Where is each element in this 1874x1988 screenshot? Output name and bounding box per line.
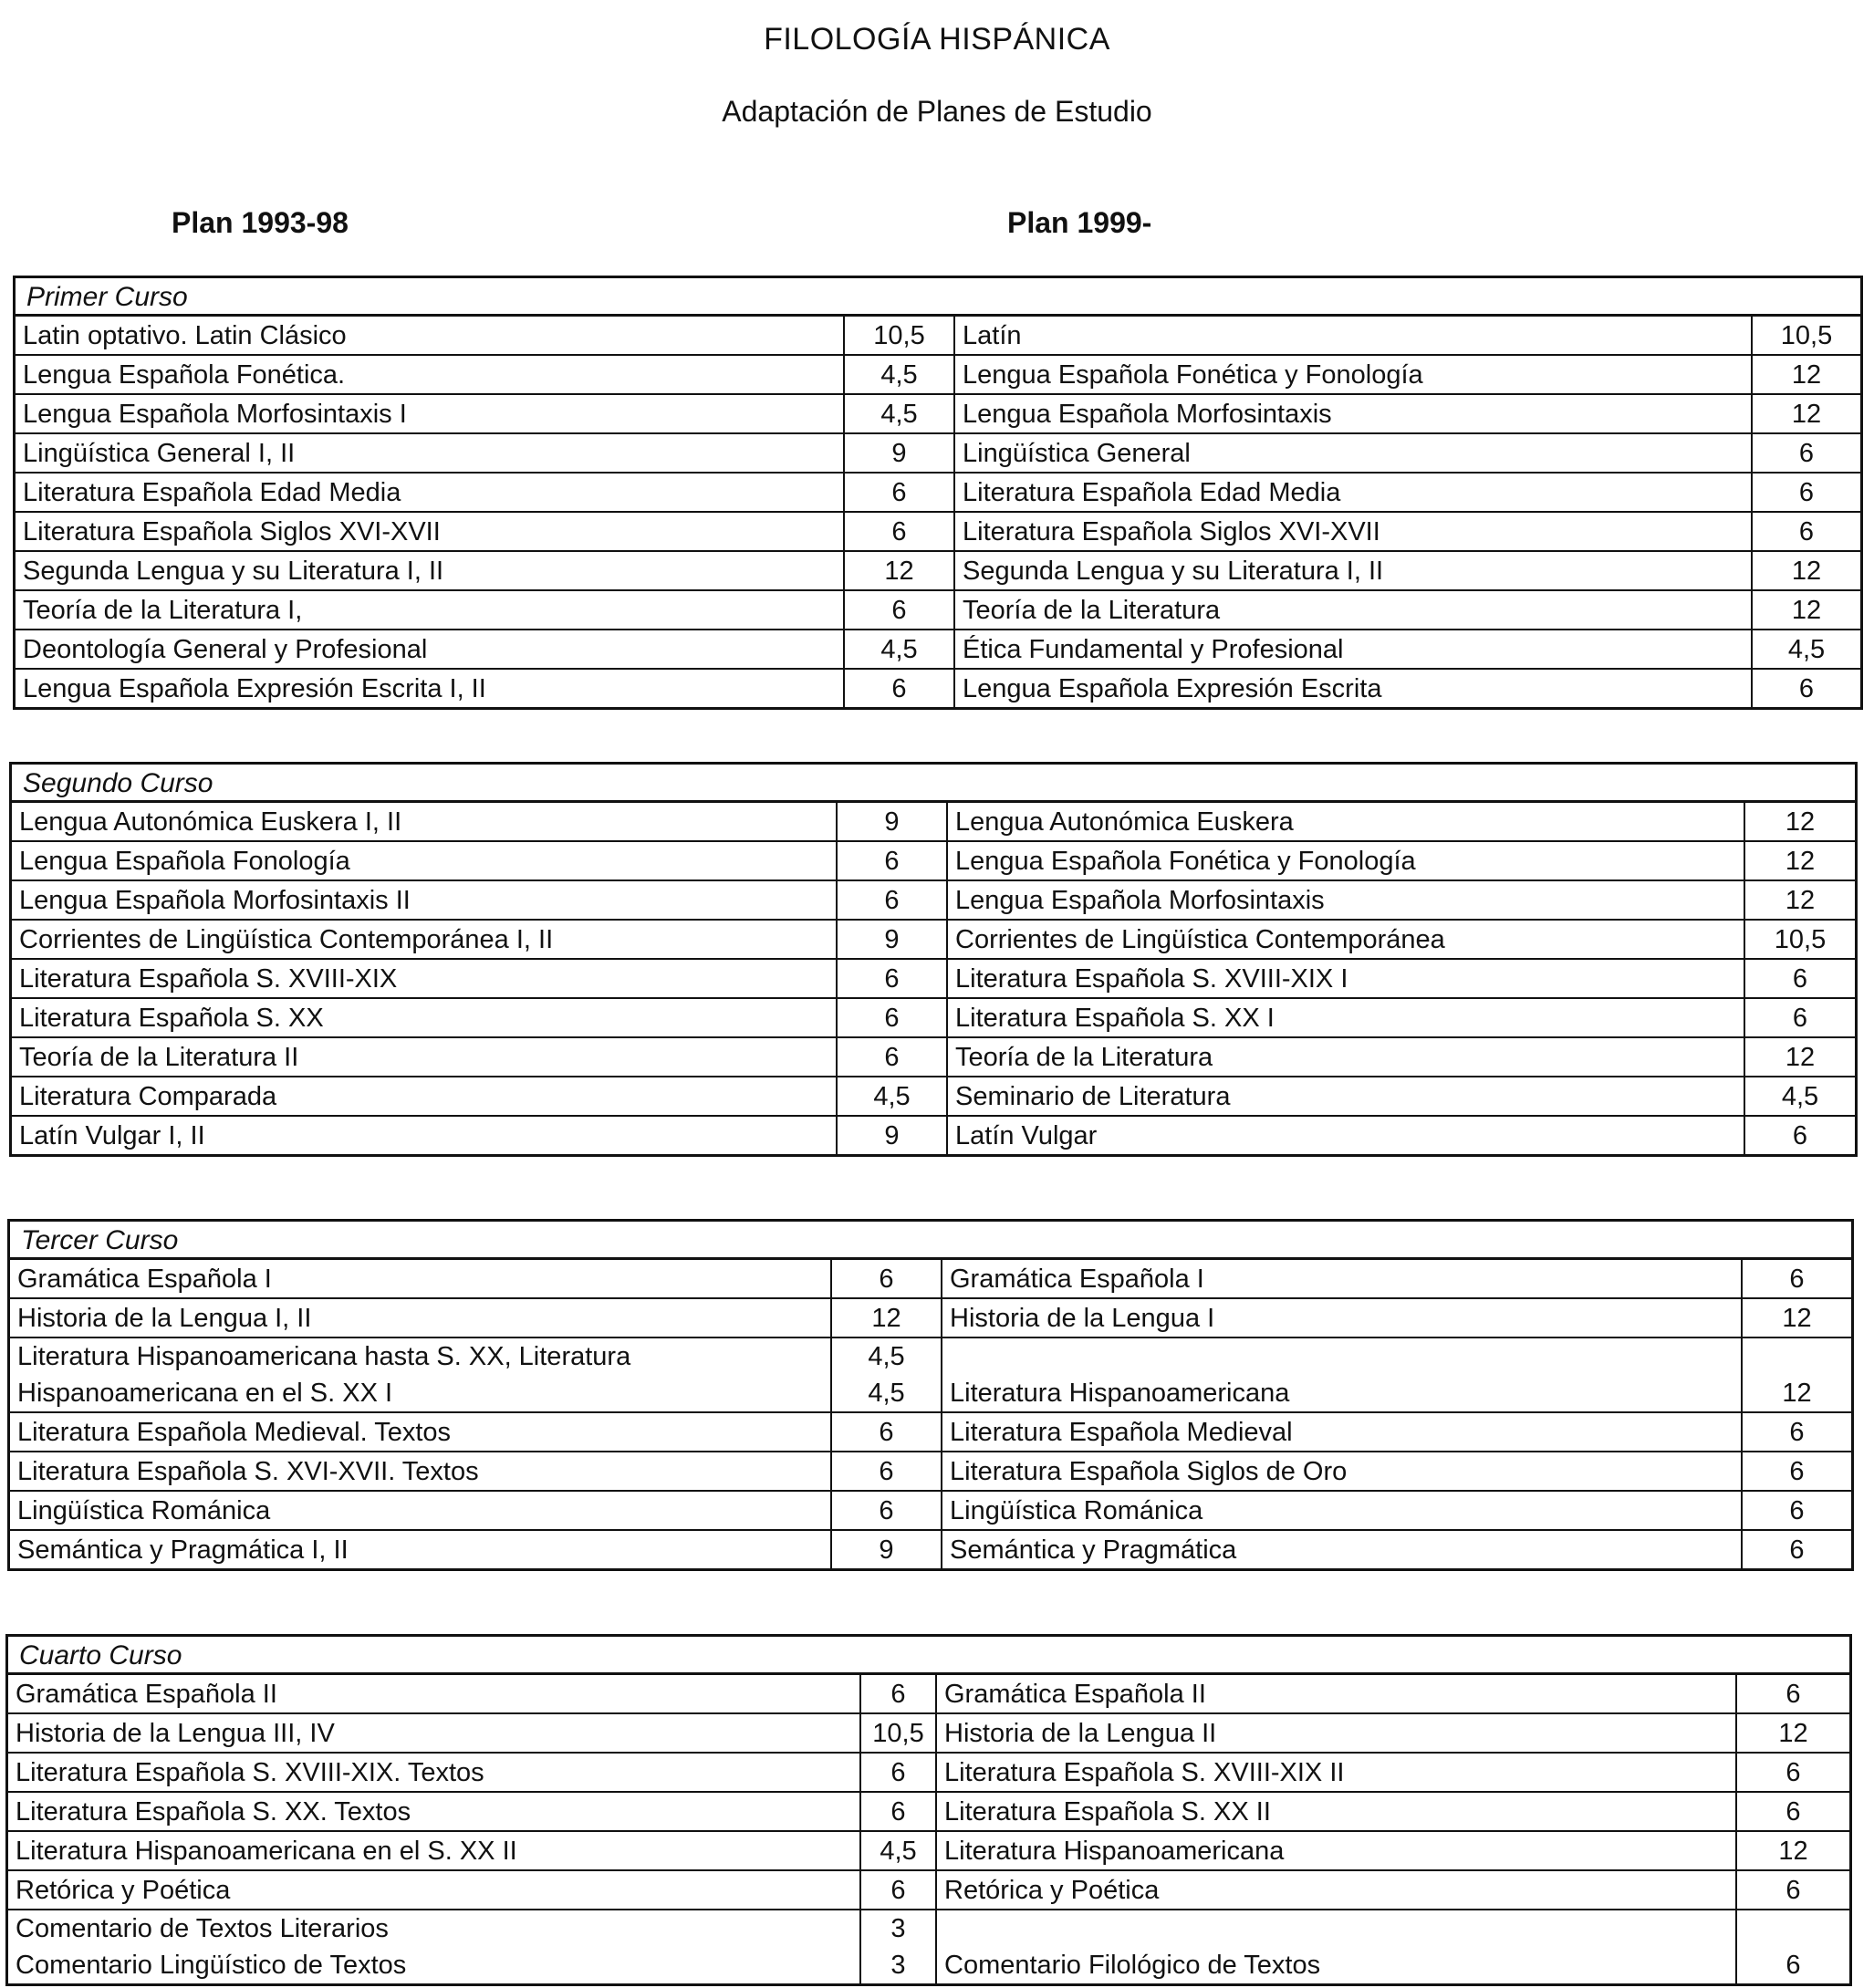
new-subject: Corrientes de Lingüística Contemporánea (947, 920, 1744, 959)
old-subject (10, 1337, 831, 1412)
new-credits: 10,5 (1744, 920, 1855, 959)
old-credits: 12 (831, 1298, 942, 1337)
table-row (16, 630, 1860, 669)
old-subject: Teoría de la Literatura II (12, 1037, 837, 1077)
old-credits: 6 (831, 1491, 942, 1530)
table-row (12, 841, 1855, 880)
new-credits: 6 (1752, 473, 1860, 512)
new-credits: 6 (1742, 1491, 1851, 1530)
old-subject: Latin optativo. Latin Clásico (16, 317, 844, 355)
old-subject: Lengua Española Fonética. (16, 355, 844, 394)
old-credits: 6 (860, 1870, 936, 1910)
table-row (10, 1412, 1851, 1452)
course-rows (12, 803, 1855, 1154)
old-subject: Literatura Española S. XVIII-XIX (12, 959, 837, 998)
old-credits: 9 (837, 920, 947, 959)
old-subject: Historia de la Lengua I, II (10, 1298, 831, 1337)
old-subject: Teoría de la Literatura I, (16, 590, 844, 630)
old-subject: Historia de la Lengua III, IV (8, 1713, 860, 1753)
old-credits: 12 (844, 551, 954, 590)
table-row (16, 669, 1860, 707)
new-credits: 6 (1742, 1452, 1851, 1491)
old-subject: Literatura Española S. XX. Textos (8, 1792, 860, 1831)
new-subject: Lengua Autonómica Euskera (947, 803, 1744, 841)
new-credits: 12 (1752, 590, 1860, 630)
old-credits: 6 (831, 1412, 942, 1452)
old-credits: 4,5 (844, 355, 954, 394)
old-subject (8, 1910, 860, 1983)
new-subject: Literatura Española S. XVIII-XIX I (947, 959, 1744, 998)
old-subject: Retórica y Poética (8, 1870, 860, 1910)
old-credits: 6 (860, 1792, 936, 1831)
new-subject: Latín (954, 317, 1752, 355)
new-credits: 12 (1752, 551, 1860, 590)
table-row (16, 355, 1860, 394)
document-title: FILOLOGÍA HISPÁNICA (764, 22, 1110, 57)
new-credits: 6 (1736, 1753, 1849, 1792)
new-credits: 12 (1744, 880, 1855, 920)
old-credits: 6 (844, 512, 954, 551)
old-credits: 6 (844, 590, 954, 630)
old-subject: Latín Vulgar I, II (12, 1116, 837, 1154)
old-credits (860, 1910, 936, 1983)
new-subject: Gramática Española I (942, 1260, 1742, 1298)
new-subject: Lingüística General (954, 433, 1752, 473)
table-row (16, 473, 1860, 512)
old-subject: Lingüística General I, II (16, 433, 844, 473)
course-table-segundo (9, 762, 1858, 1157)
new-subject: Literatura Española Siglos XVI-XVII (954, 512, 1752, 551)
old-subject: Literatura Española S. XX (12, 998, 837, 1037)
old-credits: 6 (844, 473, 954, 512)
course-rows (10, 1260, 1851, 1568)
old-credits: 9 (831, 1530, 942, 1568)
new-subject: Gramática Española II (936, 1675, 1736, 1713)
new-credits: 6 (1742, 1260, 1851, 1298)
old-credits: 9 (837, 1116, 947, 1154)
table-row (8, 1831, 1849, 1870)
old-subject-line-1: Comentario de Textos Literarios (16, 1914, 389, 1943)
old-subject: Literatura Española Medieval. Textos (10, 1412, 831, 1452)
old-subject: Semántica y Pragmática I, II (10, 1530, 831, 1568)
plan-new-label: Plan 1999- (1007, 206, 1152, 239)
new-credits: 6 (1752, 433, 1860, 473)
old-subject: Literatura Española S. XVIII-XIX. Textos (8, 1753, 860, 1792)
old-credits: 6 (837, 841, 947, 880)
new-credits: 6 (1752, 669, 1860, 707)
table-row (12, 998, 1855, 1037)
new-credits: 6 (1736, 1870, 1849, 1910)
table-row (8, 1910, 1849, 1983)
new-subject: Lengua Española Fonética y Fonología (947, 841, 1744, 880)
new-credits: 12 (1744, 1037, 1855, 1077)
new-credits: 12 (1736, 1831, 1849, 1870)
new-subject: Lengua Española Fonética y Fonología (954, 355, 1752, 394)
table-row (12, 1037, 1855, 1077)
table-row (16, 551, 1860, 590)
document-subtitle: Adaptación de Planes de Estudio (722, 95, 1152, 128)
new-credits: 6 (1736, 1910, 1849, 1983)
new-credits: 4,5 (1744, 1077, 1855, 1116)
old-credits: 6 (860, 1753, 936, 1792)
old-credits: 6 (831, 1452, 942, 1491)
old-subject: Lingüística Románica (10, 1491, 831, 1530)
old-credits-line-2: 4,5 (868, 1379, 905, 1408)
new-subject: Lengua Española Expresión Escrita (954, 669, 1752, 707)
new-subject: Literatura Hispanoamericana (942, 1337, 1742, 1412)
table-row (12, 920, 1855, 959)
course-title: Segundo Curso (12, 765, 1855, 803)
new-credits: 12 (1752, 394, 1860, 433)
new-credits: 12 (1742, 1337, 1851, 1412)
table-row (12, 959, 1855, 998)
new-subject: Segunda Lengua y su Literatura I, II (954, 551, 1752, 590)
table-row (12, 803, 1855, 841)
new-credits: 6 (1742, 1412, 1851, 1452)
new-credits: 4,5 (1752, 630, 1860, 669)
old-credits: 6 (831, 1260, 942, 1298)
old-subject: Literatura Española Siglos XVI-XVII (16, 512, 844, 551)
new-subject: Semántica y Pragmática (942, 1530, 1742, 1568)
old-credits: 9 (844, 433, 954, 473)
old-credits-line-2: 3 (890, 1951, 906, 1980)
old-subject: Lengua Española Expresión Escrita I, II (16, 669, 844, 707)
new-credits: 12 (1744, 803, 1855, 841)
new-credits: 6 (1744, 998, 1855, 1037)
old-subject: Lengua Española Morfosintaxis I (16, 394, 844, 433)
new-subject: Literatura Española S. XVIII-XIX II (936, 1753, 1736, 1792)
old-subject: Lengua Española Fonología (12, 841, 837, 880)
old-credits: 6 (837, 880, 947, 920)
new-credits: 6 (1744, 959, 1855, 998)
table-row (10, 1530, 1851, 1568)
table-row (8, 1753, 1849, 1792)
new-subject: Literatura Española S. XX I (947, 998, 1744, 1037)
old-subject-line-2: Hispanoamericana en el S. XX I (17, 1379, 393, 1408)
course-title: Primer Curso (16, 278, 1860, 317)
old-credits: 4,5 (844, 394, 954, 433)
old-credits: 10,5 (860, 1713, 936, 1753)
new-subject: Lingüística Románica (942, 1491, 1742, 1530)
new-credits: 10,5 (1752, 317, 1860, 355)
new-subject: Seminario de Literatura (947, 1077, 1744, 1116)
new-subject: Literatura Española Edad Media (954, 473, 1752, 512)
table-row (10, 1298, 1851, 1337)
table-row (12, 880, 1855, 920)
new-credits: 6 (1736, 1792, 1849, 1831)
old-credits: 6 (837, 1037, 947, 1077)
new-credits: 12 (1742, 1298, 1851, 1337)
new-subject: Retórica y Poética (936, 1870, 1736, 1910)
new-credits: 6 (1736, 1675, 1849, 1713)
old-subject: Gramática Española II (8, 1675, 860, 1713)
old-credits: 6 (860, 1675, 936, 1713)
old-subject: Deontología General y Profesional (16, 630, 844, 669)
new-subject: Historia de la Lengua II (936, 1713, 1736, 1753)
table-row (12, 1077, 1855, 1116)
table-row (16, 433, 1860, 473)
table-row (16, 317, 1860, 355)
course-table-tercer (7, 1219, 1854, 1571)
old-credits (831, 1337, 942, 1412)
new-subject: Literatura Hispanoamericana (936, 1831, 1736, 1870)
course-rows (8, 1675, 1849, 1983)
old-credits: 6 (837, 998, 947, 1037)
old-credits: 6 (837, 959, 947, 998)
course-title: Cuarto Curso (8, 1637, 1849, 1675)
old-subject: Lengua Autonómica Euskera I, II (12, 803, 837, 841)
old-subject-line-2: Comentario Lingüístico de Textos (16, 1951, 407, 1980)
course-table-cuarto (5, 1634, 1852, 1986)
table-row (8, 1870, 1849, 1910)
new-subject: Historia de la Lengua I (942, 1298, 1742, 1337)
new-subject: Literatura Española Medieval (942, 1412, 1742, 1452)
table-row (16, 394, 1860, 433)
old-credits: 4,5 (860, 1831, 936, 1870)
old-subject: Segunda Lengua y su Literatura I, II (16, 551, 844, 590)
old-credits: 4,5 (837, 1077, 947, 1116)
new-subject: Latín Vulgar (947, 1116, 1744, 1154)
new-subject: Literatura Española Siglos de Oro (942, 1452, 1742, 1491)
table-row (8, 1675, 1849, 1713)
old-credits: 9 (837, 803, 947, 841)
new-credits: 12 (1744, 841, 1855, 880)
plan-old-label: Plan 1993-98 (172, 206, 349, 239)
new-credits: 6 (1752, 512, 1860, 551)
old-credits: 4,5 (844, 630, 954, 669)
new-subject: Teoría de la Literatura (947, 1037, 1744, 1077)
old-subject-line-1: Literatura Hispanoamericana hasta S. XX, Literatura (17, 1342, 631, 1371)
old-credits: 6 (844, 669, 954, 707)
new-subject: Lengua Española Morfosintaxis (947, 880, 1744, 920)
old-subject: Literatura Española Edad Media (16, 473, 844, 512)
old-credits: 10,5 (844, 317, 954, 355)
table-row (10, 1452, 1851, 1491)
old-subject: Lengua Española Morfosintaxis II (12, 880, 837, 920)
new-subject: Teoría de la Literatura (954, 590, 1752, 630)
old-subject: Corrientes de Lingüística Contemporánea I, II (12, 920, 837, 959)
table-row (8, 1792, 1849, 1831)
old-subject: Gramática Española I (10, 1260, 831, 1298)
course-table-primer (13, 276, 1863, 710)
table-row (8, 1713, 1849, 1753)
table-row (16, 590, 1860, 630)
table-row (12, 1116, 1855, 1154)
course-title: Tercer Curso (10, 1222, 1851, 1260)
table-row (16, 512, 1860, 551)
table-row (10, 1260, 1851, 1298)
new-credits: 12 (1752, 355, 1860, 394)
old-subject: Literatura Comparada (12, 1077, 837, 1116)
new-subject: Lengua Española Morfosintaxis (954, 394, 1752, 433)
old-credits-line-1: 4,5 (868, 1342, 905, 1371)
new-credits: 6 (1744, 1116, 1855, 1154)
old-subject: Literatura Española S. XVI-XVII. Textos (10, 1452, 831, 1491)
old-subject: Literatura Hispanoamericana en el S. XX II (8, 1831, 860, 1870)
old-credits-line-1: 3 (890, 1914, 906, 1943)
new-subject: Comentario Filológico de Textos (936, 1910, 1736, 1983)
new-subject: Literatura Española S. XX II (936, 1792, 1736, 1831)
new-credits: 12 (1736, 1713, 1849, 1753)
table-row (10, 1337, 1851, 1412)
new-subject: Ética Fundamental y Profesional (954, 630, 1752, 669)
course-rows (16, 317, 1860, 707)
new-credits: 6 (1742, 1530, 1851, 1568)
table-row (10, 1491, 1851, 1530)
